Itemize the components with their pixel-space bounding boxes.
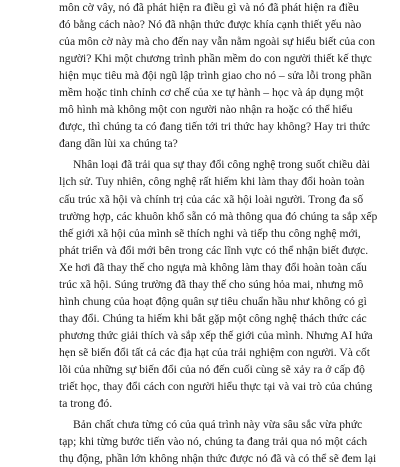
text-line: lõi của những sự biến đổi của nó đến cuối cùng sẽ xảy ra ở cấp độ [59,362,365,376]
text-line: phương thức giải thích và sắp xếp thế giới của mình. Nhưng AI hứa [59,328,373,342]
text-line: mô hình mà không một con người nào nhận ra hoặc có thể hiểu [59,103,353,117]
text-line: triết học, thay đổi cách con người hiểu thực tại và vai trò của chúng [59,380,373,394]
text-line: người? Khi một chương trình phần mềm do con người thiết kế thực [59,52,372,66]
text-line: cấu trúc xã hội và chính trị của các xã hội loài người. Trong đa số [59,192,364,206]
text-line: mềm hoặc tinh chỉnh cơ chế của xe tự hành – học và áp dụng một [59,86,364,100]
text-line: hiện mục tiêu mà đội ngũ lập trình giao cho nó – sửa lỗi trong phần [59,69,372,83]
text-line: thụ động, phần lớn không nhận thức được nó đã và có thể sẽ đem lại [59,452,377,466]
text-line: đang dần lùi xa chúng ta? [59,137,178,151]
body-text [59,0,378,467]
paragraph-2 [59,156,378,412]
paragraph-1 [59,0,376,152]
text-line: thế giới xã hội của mình sẽ thích nghi và tiếp thu công nghệ mới, [59,226,361,240]
text-line: Xe hơi đã thay thế cho ngựa mà không làm thay đổi hoàn toàn cấu [59,260,367,274]
text-line: trúc xã hội. Súng trường đã thay thế cho súng hỏa mai, nhưng mô [59,277,364,291]
text-line: lịch sử. Tuy nhiên, công nghệ rất hiếm khi làm thay đổi hoàn toàn [59,175,365,189]
text-line: tạp; khi từng bước tiến vào nó, chúng ta đang trải qua nó một cách [59,435,368,449]
text-line: hình chung của hoạt động quân sự tiêu chuẩn hầu như không có gì [59,294,367,308]
text-line: ta trong đó. [59,397,113,411]
text-line: hẹn sẽ biến đổi tất cả các địa hạt của trải nghiệm con người. Và cốt [59,345,370,359]
text-line: Nhân loại đã trải qua sự thay đổi công nghệ trong suốt chiều dài [73,158,371,172]
text-line: của môn cờ này mà cho đến nay vẫn nằm ngoài sự hiểu biết của con [59,35,376,49]
text-line: thay đổi. Chúng ta hiếm khi bắt gặp một công nghệ thách thức các [59,311,367,325]
text-line: được, thì chúng ta có đang tiến tới tri thức hay không? Hay tri thức [59,120,370,134]
text-line: trường hợp, các khuôn khổ sẵn có mà thông qua đó chúng ta sắp xếp [59,209,378,223]
text-line: môn cờ vây, nó đã phát hiện ra điều gì và nó đã phát hiện ra điều [59,1,359,14]
paragraph-3 [59,416,377,467]
text-line: Bản chất chưa từng có của quá trình này vừa sâu sắc vừa phức [73,418,363,432]
text-line: phát triển và đổi mới bên trong các lĩnh vực có thể nhận biết được. [59,243,369,257]
text-line: đó bằng cách nào? Nó đã nhận thức được khía cạnh thiết yếu nào [59,18,362,32]
